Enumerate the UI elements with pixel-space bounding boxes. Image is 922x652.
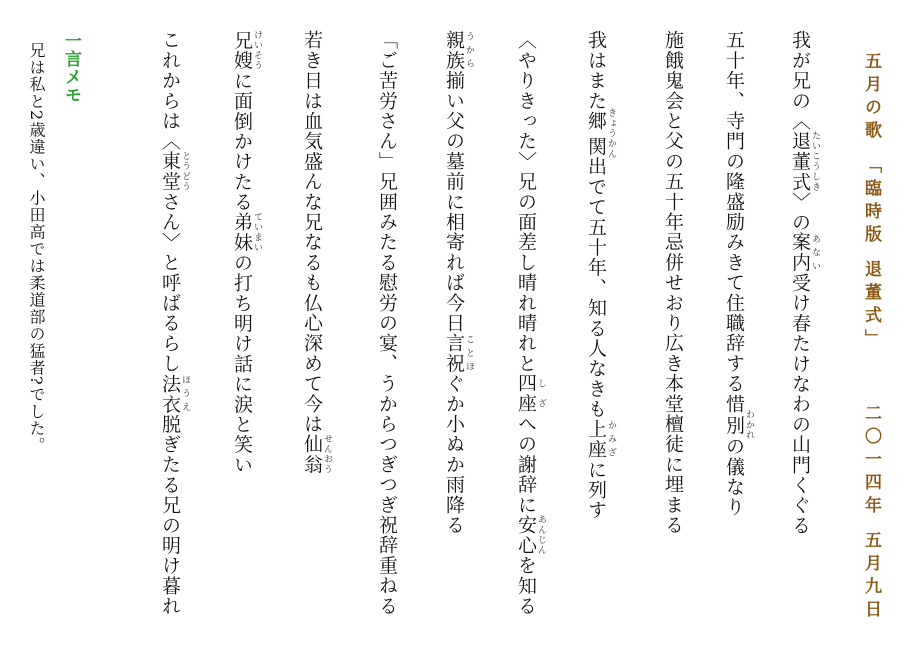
ruby-todo: とうどう bbox=[180, 151, 190, 192]
poem-line-3: 施餓鬼会と父の五十年忌併せおり広き本堂檀徒に埋まる bbox=[662, 30, 684, 535]
header-title: 五月の歌 「臨時版 退董式」 bbox=[861, 52, 881, 352]
ruby-kyokan: きょうかん bbox=[606, 108, 616, 160]
poem-line-5: 〈やりきった〉兄の面差し晴れ晴れと四座 しざへの謝辞に安心 あんじんを知る bbox=[515, 30, 546, 617]
header-date: 二〇一四年 五月九日 bbox=[861, 403, 881, 623]
poem-line-2: 五十年、寺門の隆盛励みきて住職辞する惜別 わかれの儀なり bbox=[723, 30, 754, 518]
ruby-senou: せんおう bbox=[322, 433, 332, 475]
poem-header bbox=[856, 52, 886, 623]
memo-label: 一言メモ bbox=[61, 32, 81, 104]
ruby-anjin: あんじん bbox=[536, 514, 546, 556]
ruby-annai: あない bbox=[810, 232, 820, 273]
poem-line-6: 親族 うから揃い父の墓前に相寄れば今日言祝 ことほぐか小ぬか雨降る bbox=[443, 30, 474, 536]
poem-line-10: これからは〈東堂 とうどうさん〉と呼ばるらし法衣 ほうえ脱ぎたる兄の明け暮れ bbox=[159, 30, 190, 617]
memo-text: 兄は私と2歳違い、小田高では柔道部の猛者?でした。 bbox=[27, 42, 46, 454]
poem-line-8: 若き日は血気盛んな兄なるも仏心深めて今は仙翁 せんおう bbox=[301, 30, 332, 475]
ruby-ukara: うから bbox=[464, 30, 474, 71]
poem-line-9: 兄嫂 けいそうに面倒かけたる弟妹 ていまいの打ち明け話に涙と笑い bbox=[231, 30, 262, 475]
ruby-kotobo: ことほ bbox=[464, 333, 474, 374]
ruby-hoe: ほうえ bbox=[180, 373, 190, 415]
ruby-wakare: わかれ bbox=[744, 409, 754, 441]
ruby-taidoshiki: たいこうしき bbox=[810, 130, 820, 193]
poem-line-1: 我が兄の〈退董式 たいこうしき〉の案内 あない受け春たけなわの山門くぐる bbox=[789, 30, 820, 536]
ruby-shiza: しざ bbox=[536, 373, 546, 414]
poem-line-4: 我はまた郷関 きょうかん出でて五十年、知る人なきも上座 かみざに列す bbox=[585, 30, 616, 521]
poem-line-7: 「ご苦労さん」兄囲みたる慰労の宴、うからつぎつぎ祝辞重ねる bbox=[376, 30, 398, 616]
ruby-kamiza: かみざ bbox=[606, 419, 616, 460]
ruby-keiso: けいそう bbox=[252, 30, 262, 71]
ruby-teimai: ていまい bbox=[252, 212, 262, 253]
